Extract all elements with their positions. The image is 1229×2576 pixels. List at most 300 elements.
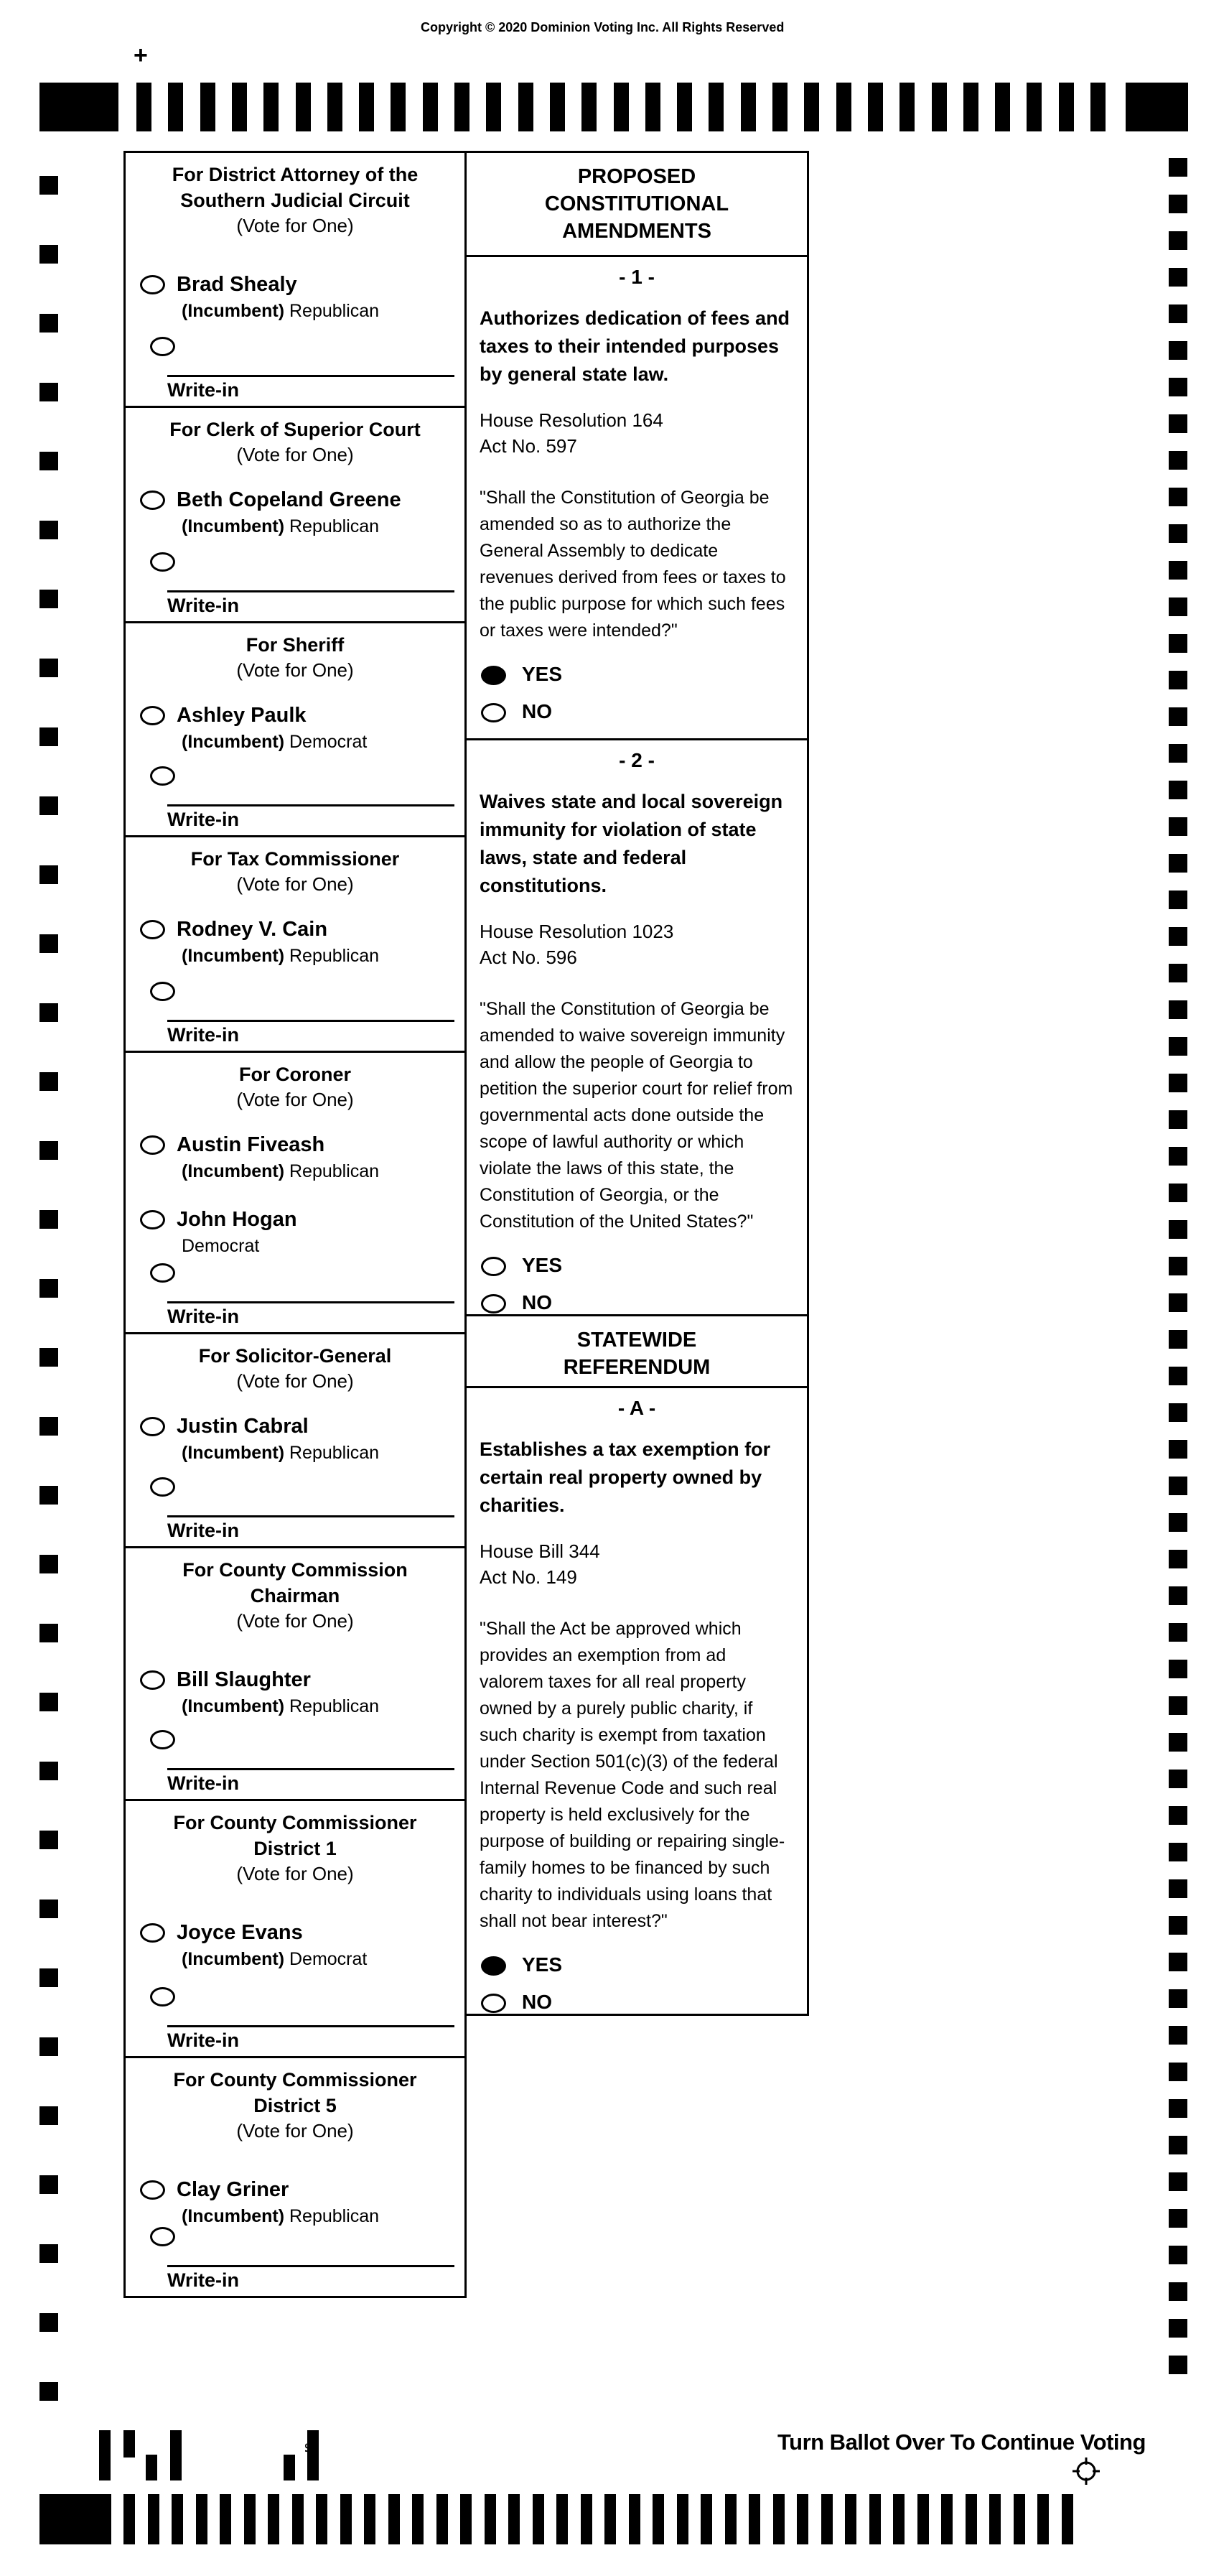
write-in-area	[140, 1728, 454, 1795]
measure-box	[464, 255, 809, 740]
timing-mark	[868, 83, 883, 131]
race-title-line: Chairman	[250, 1585, 340, 1606]
timing-mark	[200, 83, 215, 131]
candidate-list	[126, 1668, 464, 1717]
measure-option-oval[interactable]	[481, 1257, 506, 1276]
timing-mark	[39, 383, 58, 401]
timing-mark	[1169, 2282, 1187, 2301]
vote-for-instruction: (Vote for One)	[236, 1089, 354, 1110]
timing-mark	[1169, 817, 1187, 836]
timing-mark	[653, 2494, 664, 2544]
candidate-oval[interactable]	[140, 490, 165, 510]
measure-question: "Shall the Constitution of Georgia be amended so as to authorize the General Assembly to dedicate revenues derived from fees or taxes to the public purpose for which such fees or taxes were intended?"	[480, 488, 786, 641]
race-title-line: For County Commissioner	[173, 2069, 417, 2091]
vote-for-instruction: (Vote for One)	[236, 1863, 354, 1884]
party-label: Democrat	[289, 732, 368, 752]
race-title	[126, 162, 464, 213]
timing-mark	[1169, 1989, 1187, 2008]
timing-mark	[1169, 1770, 1187, 1788]
timing-mark	[1169, 854, 1187, 873]
party-label: Republican	[289, 1696, 380, 1716]
measure-options	[480, 663, 794, 723]
candidate-name: Rodney V. Cain	[177, 918, 328, 941]
measure-option-oval[interactable]	[481, 1994, 506, 2013]
measure-option-oval[interactable]	[481, 1956, 506, 1976]
section-header-line: CONSTITUTIONAL	[544, 192, 729, 215]
write-in-label: Write-in	[167, 2029, 239, 2051]
measure-option-label: NO	[522, 700, 552, 722]
timing-mark	[148, 2494, 159, 2544]
timing-mark	[99, 2430, 111, 2480]
timing-mark	[1027, 83, 1042, 131]
turn-ballot-over-instruction: Turn Ballot Over To Continue Voting	[777, 2429, 1146, 2455]
timing-mark	[1169, 1550, 1187, 1568]
party-label: Republican	[289, 1443, 380, 1463]
measure-option-oval[interactable]	[481, 666, 506, 685]
write-in-line	[167, 2025, 454, 2027]
vote-for-instruction: (Vote for One)	[236, 659, 354, 681]
timing-mark	[1169, 2099, 1187, 2118]
measures-section-header	[464, 151, 809, 257]
timing-mark	[932, 83, 947, 131]
timing-mark	[1169, 2319, 1187, 2338]
write-in-oval[interactable]	[150, 1263, 175, 1283]
candidate-row	[140, 704, 464, 753]
timing-mark	[340, 2494, 352, 2544]
measures-column	[464, 151, 809, 2016]
timing-mark	[296, 83, 311, 131]
timing-mark	[327, 83, 342, 131]
timing-mark	[1169, 1733, 1187, 1752]
timing-mark	[845, 2494, 856, 2544]
timing-mark	[1169, 1623, 1187, 1642]
timing-mark	[1037, 2494, 1049, 2544]
timing-mark	[677, 83, 692, 131]
candidate-oval[interactable]	[140, 1210, 165, 1229]
write-in-oval[interactable]	[150, 1477, 175, 1497]
measure-reference-line: Act No. 596	[480, 947, 577, 968]
measure-options	[480, 1953, 794, 2014]
measure-question: "Shall the Act be approved which provides an exemption from ad valorem taxes for all real property owned by a purely public charity, if such charity is exempt from taxation under Section 501(c)(3) of the federal Internal Revenue Code and such real property is held exclusively for the purpose of building or repairing single-family homes to be financed by such charity to individuals using loans that shall not bear interest?"	[480, 1619, 785, 1931]
write-in-label: Write-in	[167, 379, 239, 401]
timing-mark	[1169, 231, 1187, 250]
race-title-line: For County Commission	[182, 1559, 408, 1581]
race-title-line: For Solicitor-General	[198, 1345, 392, 1367]
incumbent-label: (Incumbent)	[182, 946, 285, 966]
measure-box	[464, 738, 809, 1316]
timing-mark	[725, 2494, 737, 2544]
timing-mark	[581, 83, 597, 131]
write-in-area	[140, 335, 454, 401]
candidate-info	[177, 1208, 297, 1257]
measure-reference-line: House Resolution 164	[480, 409, 663, 431]
timing-mark	[773, 2494, 785, 2544]
candidate-info	[177, 488, 401, 537]
timing-mark	[836, 83, 851, 131]
candidate-list	[126, 273, 464, 322]
measure-option-label: YES	[522, 1953, 563, 1976]
timing-mark	[39, 314, 58, 333]
race-title	[126, 1343, 464, 1369]
section-header-title	[480, 1316, 794, 1381]
timing-mark	[436, 2494, 448, 2544]
write-in-line	[167, 590, 454, 592]
candidate-list	[126, 488, 464, 537]
measure-option-row	[481, 1291, 794, 1314]
timing-mark	[709, 83, 724, 131]
race-title	[126, 2067, 464, 2119]
timing-mark	[307, 2430, 319, 2480]
candidate-name: Justin Cabral	[177, 1415, 309, 1438]
write-in-line	[167, 1301, 454, 1303]
timing-mark	[39, 1624, 58, 1642]
timing-mark	[995, 83, 1010, 131]
timing-mark	[136, 83, 151, 131]
timing-mark	[749, 2494, 760, 2544]
candidate-list	[126, 1133, 464, 1257]
candidate-row	[140, 488, 464, 537]
candidate-oval[interactable]	[140, 920, 165, 939]
measure-reference-line: House Resolution 1023	[480, 921, 674, 942]
section-header-line: AMENDMENTS	[562, 220, 711, 243]
timing-mark	[412, 2494, 424, 2544]
timing-mark	[39, 659, 58, 677]
timing-mark	[292, 2494, 304, 2544]
timing-mark	[1169, 2356, 1187, 2374]
timing-mark	[39, 2106, 58, 2125]
candidate-party	[182, 300, 379, 322]
candidate-oval[interactable]	[140, 706, 165, 725]
race-title-line: For Clerk of Superior Court	[169, 419, 421, 440]
timing-mark	[39, 2037, 58, 2056]
section-header-line: STATEWIDE	[576, 1329, 697, 1352]
timing-mark	[39, 83, 118, 131]
write-in-area	[140, 2225, 454, 2292]
measure-option-label: YES	[522, 663, 563, 685]
incumbent-label: (Incumbent)	[182, 1949, 285, 1969]
timing-mark	[39, 1279, 58, 1298]
race-box	[123, 1546, 467, 1801]
incumbent-label: (Incumbent)	[182, 732, 285, 752]
measure-option-row	[481, 700, 794, 723]
incumbent-label: (Incumbent)	[182, 1696, 285, 1716]
measure-option-row	[481, 1991, 794, 2014]
timing-mark	[1169, 891, 1187, 909]
candidate-party	[182, 945, 379, 967]
measure-reference-line: Act No. 149	[480, 1566, 577, 1588]
timing-mark	[1014, 2494, 1025, 2544]
candidate-info	[177, 1133, 379, 1182]
contests-column	[123, 151, 467, 2298]
candidate-list	[126, 704, 464, 753]
timing-mark	[316, 2494, 327, 2544]
timing-mark	[797, 2494, 808, 2544]
timing-mark	[485, 2494, 496, 2544]
party-label: Republican	[289, 516, 380, 536]
write-in-line	[167, 1515, 454, 1517]
timing-mark	[1169, 1513, 1187, 1532]
race-title-line: Southern Judicial Circuit	[180, 190, 410, 211]
write-in-oval[interactable]	[150, 552, 175, 572]
measure-reference-line: House Bill 344	[480, 1540, 600, 1562]
timing-mark	[941, 2494, 953, 2544]
section-header-title	[480, 153, 794, 245]
measure-question: "Shall the Constitution of Georgia be amended to waive sovereign immunity and allow the people of Georgia to petition the superior court for relief from governmental acts done outside the scope of lawful authority or which violate the laws of this state, the Constitution of Georgia, or the Constitution of the United States?"	[480, 999, 793, 1232]
race-title-line: For Tax Commissioner	[190, 848, 400, 870]
timing-mark	[1169, 1037, 1187, 1056]
candidate-row	[140, 918, 464, 967]
race-title-line: For District Attorney of the	[172, 164, 419, 185]
timing-mark	[39, 2175, 58, 2194]
timing-mark	[1169, 524, 1187, 543]
timing-mark	[39, 1210, 58, 1229]
timing-mark	[989, 2494, 1001, 2544]
timing-mark	[1169, 378, 1187, 396]
timing-mark	[39, 2313, 58, 2332]
timing-mark	[550, 83, 565, 131]
write-in-line	[167, 1020, 454, 1022]
timing-mark	[1169, 2172, 1187, 2191]
race-title	[126, 417, 464, 442]
candidate-list	[126, 2178, 464, 2227]
candidate-oval[interactable]	[140, 275, 165, 294]
timing-mark	[1169, 2246, 1187, 2264]
candidate-name: Ashley Paulk	[177, 704, 307, 727]
timing-mark	[518, 83, 533, 131]
candidate-oval[interactable]	[140, 1923, 165, 1943]
write-in-oval[interactable]	[150, 2227, 175, 2246]
candidate-info	[177, 1415, 379, 1464]
timing-mark	[701, 2494, 712, 2544]
measure-references	[480, 407, 794, 459]
timing-mark	[39, 2494, 111, 2544]
timing-mark	[454, 83, 469, 131]
write-in-label: Write-in	[167, 809, 239, 830]
timing-mark	[39, 1968, 58, 1987]
write-in-oval[interactable]	[150, 766, 175, 786]
registration-plus-mark: +	[134, 42, 148, 69]
timing-mark	[388, 2494, 400, 2544]
candidate-party	[182, 731, 367, 753]
timing-mark	[893, 2494, 905, 2544]
timing-mark	[963, 83, 978, 131]
timing-mark	[917, 2494, 929, 2544]
measure-summary: Waives state and local sovereign immunity for violation of state laws, state and federal constitutions.	[480, 791, 783, 896]
timing-mark	[1169, 2209, 1187, 2228]
measure-number: - 2 -	[619, 749, 655, 771]
write-in-label: Write-in	[167, 1772, 239, 1794]
measure-option-row	[481, 1953, 794, 1976]
candidate-row	[140, 1415, 464, 1464]
timing-mark	[1169, 1000, 1187, 1019]
race-box	[123, 835, 467, 1053]
timing-mark	[460, 2494, 472, 2544]
timing-mark	[170, 2430, 182, 2480]
timing-mark	[39, 2244, 58, 2263]
timing-mark	[39, 1900, 58, 1918]
timing-mark	[1169, 597, 1187, 616]
candidate-name: Austin Fiveash	[177, 1133, 325, 1156]
race-title-line: For Coroner	[238, 1064, 351, 1085]
timing-mark	[263, 83, 279, 131]
timing-mark	[1169, 1074, 1187, 1092]
timing-mark	[39, 934, 58, 953]
timing-mark	[39, 727, 58, 746]
timing-mark	[1062, 2494, 1073, 2544]
candidate-party	[182, 2205, 379, 2227]
timing-mark	[1169, 2026, 1187, 2045]
measure-number: - 1 -	[619, 266, 655, 288]
timing-mark	[1169, 964, 1187, 982]
race-title-line: For Sheriff	[246, 634, 345, 656]
section-header-line: REFERENDUM	[563, 1356, 711, 1379]
candidate-info	[177, 273, 379, 322]
measures-section-header	[464, 1314, 809, 1388]
write-in-label: Write-in	[167, 1520, 239, 1541]
candidate-name: Clay Griner	[177, 2178, 289, 2201]
timing-mark	[645, 83, 660, 131]
timing-mark	[123, 2494, 135, 2544]
timing-mark	[39, 176, 58, 195]
timing-mark	[581, 2494, 592, 2544]
timing-mark	[604, 2494, 616, 2544]
candidate-list	[126, 1921, 464, 1970]
timing-mark	[39, 1141, 58, 1160]
candidate-party	[182, 1442, 379, 1464]
timing-mark	[1169, 1330, 1187, 1349]
timing-mark	[1169, 634, 1187, 653]
write-in-area	[140, 1261, 454, 1328]
party-label: Democrat	[289, 1949, 368, 1969]
timing-mark	[1169, 1879, 1187, 1898]
timing-mark	[1169, 1220, 1187, 1239]
timing-mark	[284, 2455, 295, 2480]
timing-mark	[39, 1693, 58, 1711]
timing-mark	[804, 83, 819, 131]
race-title	[126, 632, 464, 658]
incumbent-label: (Incumbent)	[182, 516, 285, 536]
timing-mark	[966, 2494, 977, 2544]
race-title-line: District 1	[253, 1838, 337, 1859]
write-in-oval[interactable]	[150, 337, 175, 356]
race-title-line: District 5	[253, 2095, 337, 2116]
timing-mark	[821, 2494, 833, 2544]
timing-mark	[1169, 195, 1187, 213]
write-in-line	[167, 2265, 454, 2267]
party-label: Republican	[289, 946, 380, 966]
candidate-name: Brad Shealy	[177, 273, 297, 296]
race-title-line: For County Commissioner	[173, 1812, 417, 1833]
timing-mark	[1169, 488, 1187, 506]
timing-mark	[196, 2494, 207, 2544]
write-in-label: Write-in	[167, 1306, 239, 1327]
measure-option-oval[interactable]	[481, 1294, 506, 1313]
timing-mark	[232, 83, 247, 131]
timing-mark	[1169, 707, 1187, 726]
measure-option-label: NO	[522, 1991, 552, 2013]
vote-for-instruction: (Vote for One)	[236, 215, 354, 236]
write-in-area	[140, 764, 454, 831]
timing-mark	[1169, 1843, 1187, 1861]
timing-mark	[1169, 414, 1187, 433]
timing-mark	[1169, 561, 1187, 580]
timing-mark	[1169, 158, 1187, 177]
write-in-line	[167, 804, 454, 806]
timing-mark	[533, 2494, 544, 2544]
candidate-party	[182, 1696, 379, 1717]
measure-option-row	[481, 663, 794, 686]
timing-mark	[1169, 1403, 1187, 1422]
candidate-list	[126, 918, 464, 967]
timing-mark	[629, 2494, 640, 2544]
timing-mark	[1169, 268, 1187, 287]
registration-crosshair-icon	[1071, 2456, 1101, 2486]
timing-mark	[39, 1831, 58, 1849]
timing-mark	[1169, 1184, 1187, 1202]
candidate-name: Bill Slaughter	[177, 1668, 311, 1691]
timing-mark	[486, 83, 501, 131]
timing-mark	[39, 1762, 58, 1780]
timing-mark	[1169, 2136, 1187, 2154]
write-in-oval[interactable]	[150, 982, 175, 1001]
candidate-party	[182, 1235, 297, 1257]
candidate-party	[182, 516, 401, 537]
candidate-oval[interactable]	[140, 1135, 165, 1155]
write-in-area	[140, 980, 454, 1046]
candidate-oval[interactable]	[140, 1417, 165, 1436]
timing-mark	[1169, 1110, 1187, 1129]
candidate-oval[interactable]	[140, 2180, 165, 2200]
timing-mark	[39, 2382, 58, 2401]
race-title	[126, 846, 464, 872]
write-in-label: Write-in	[167, 1024, 239, 1046]
party-label: Democrat	[182, 1236, 260, 1256]
timing-mark	[39, 245, 58, 264]
timing-mark	[899, 83, 915, 131]
timing-mark	[869, 2494, 881, 2544]
timing-mark	[1059, 83, 1074, 131]
measure-summary: Establishes a tax exemption for certain real property owned by charities.	[480, 1438, 771, 1516]
write-in-oval[interactable]	[150, 1730, 175, 1749]
candidate-party	[182, 1161, 379, 1182]
timing-mark	[1169, 1916, 1187, 1935]
race-title	[126, 1557, 464, 1609]
timing-mark	[1169, 1586, 1187, 1605]
timing-mark	[1169, 1293, 1187, 1312]
measure-option-oval[interactable]	[481, 703, 506, 722]
timing-mark	[1169, 1477, 1187, 1495]
party-label: Republican	[289, 1161, 380, 1181]
candidate-oval[interactable]	[140, 1670, 165, 1690]
write-in-oval[interactable]	[150, 1987, 175, 2007]
timing-mark	[1169, 671, 1187, 689]
candidate-info	[177, 918, 379, 967]
timing-mark	[123, 2430, 135, 2458]
measure-references	[480, 1538, 794, 1590]
timing-mark	[39, 590, 58, 608]
timing-mark	[1169, 1440, 1187, 1459]
party-label: Republican	[289, 2206, 380, 2226]
timing-mark	[1169, 781, 1187, 799]
write-in-area	[140, 550, 454, 617]
incumbent-label: (Incumbent)	[182, 2206, 285, 2226]
measure-box	[464, 1386, 809, 2016]
race-box	[123, 1051, 467, 1334]
measure-option-label: YES	[522, 1254, 563, 1276]
timing-mark	[39, 1348, 58, 1367]
vote-for-instruction: (Vote for One)	[236, 873, 354, 895]
timing-mark	[220, 2494, 231, 2544]
